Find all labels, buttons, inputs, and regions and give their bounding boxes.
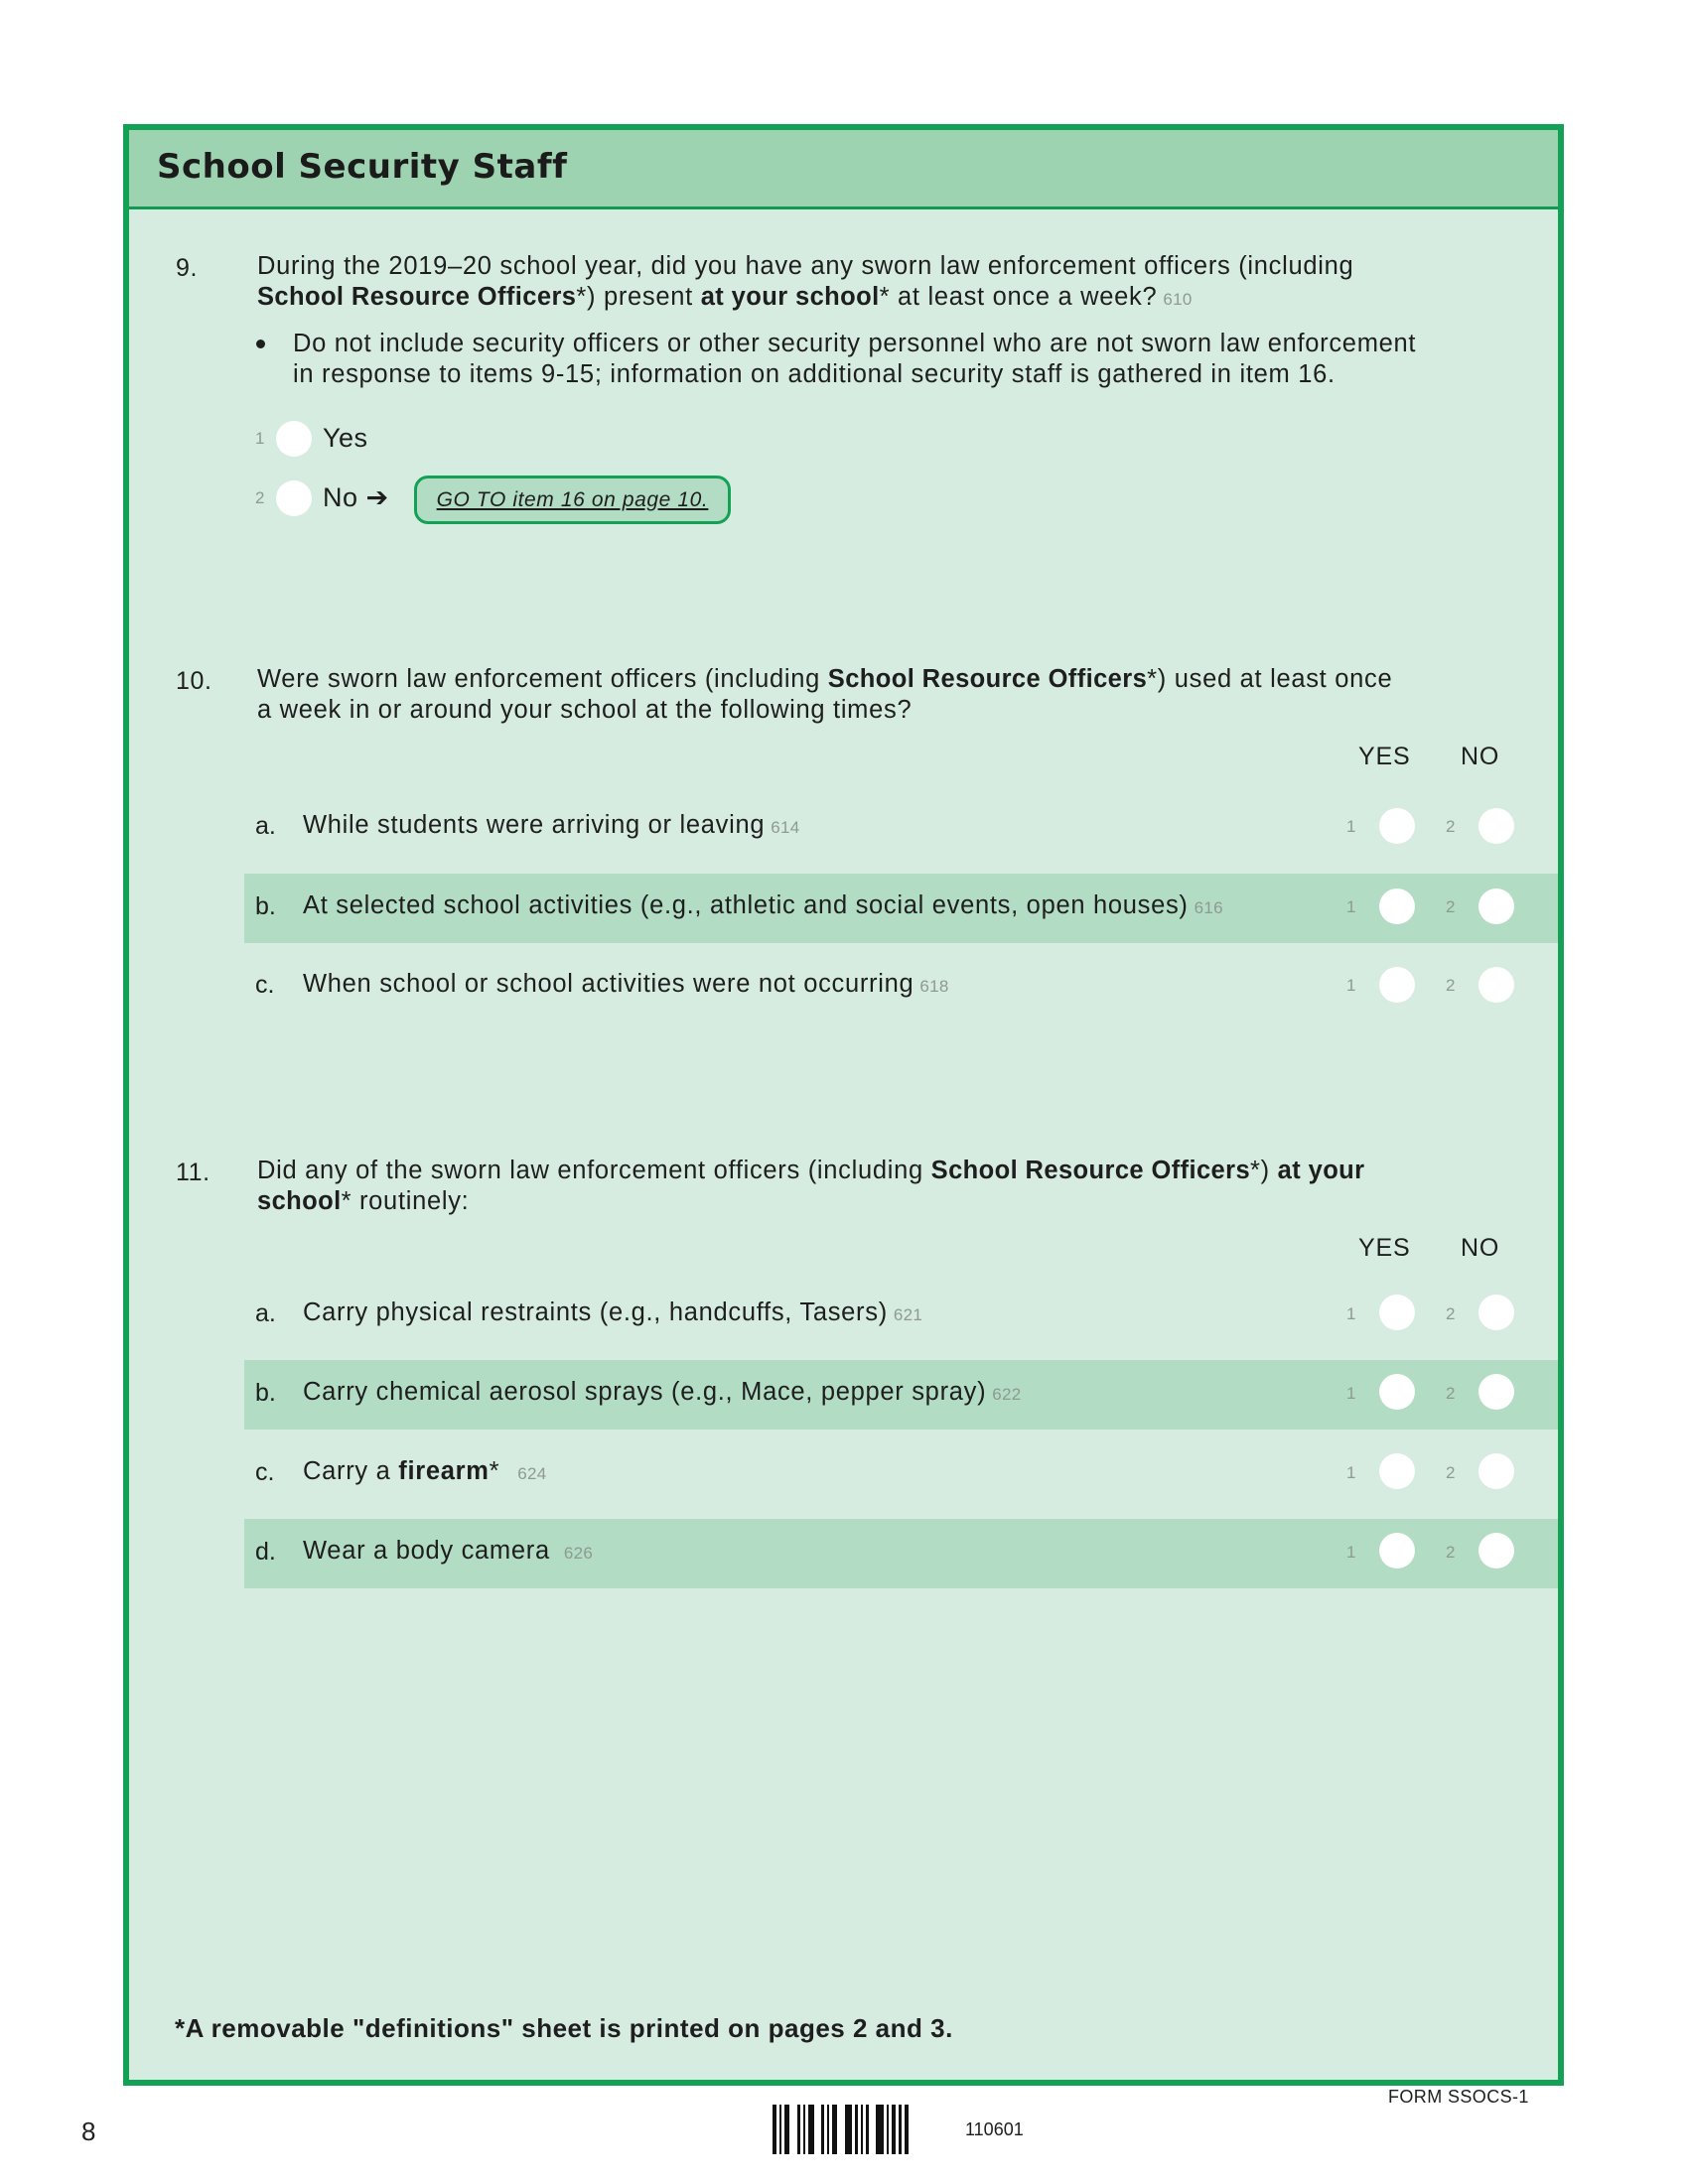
q10-b-yes-number: 1 — [1346, 897, 1356, 916]
q10-b-label: At selected school activities (e.g., athletic and social events, open houses) — [303, 891, 1189, 919]
q9-option-no-label: No ➔ — [323, 482, 389, 512]
q11-d-radio-no[interactable] — [1478, 1533, 1514, 1569]
q10-b-letter: b. — [255, 892, 276, 920]
q11-a-text — [303, 1298, 922, 1327]
q11-row-c — [0, 1446, 1688, 1496]
form-id: FORM SSOCS-1 — [1388, 2087, 1529, 2107]
q10-b-radio-yes[interactable] — [1379, 888, 1415, 924]
q11-term-school: school — [257, 1187, 342, 1215]
q11-b-letter: b. — [255, 1379, 276, 1407]
q11-c-yes-number: 1 — [1346, 1463, 1356, 1482]
q10-row-b — [0, 881, 1688, 930]
goto-instruction-box — [414, 476, 731, 524]
q11-line2 — [257, 1186, 1364, 1217]
q9-line2-text: *) present — [576, 283, 701, 311]
q11-b-yes-number: 1 — [1346, 1384, 1356, 1403]
q11-c-no-number: 2 — [1446, 1463, 1456, 1482]
barcode-number: 110601 — [965, 2119, 1024, 2139]
q10-c-yes-number: 1 — [1346, 976, 1356, 995]
definitions-footnote: *A removable "definitions" sheet is printed on pages 2 and 3. — [175, 2013, 953, 2043]
q11-col-yes: YES — [1358, 1234, 1411, 1262]
q11-a-letter: a. — [255, 1299, 276, 1327]
q10-line1-end: *) used at least once — [1147, 665, 1393, 693]
q11-a-code: 621 — [893, 1305, 923, 1324]
q11-row-d — [0, 1526, 1688, 1575]
goto-instruction-text: GO TO item 16 on page 10. — [436, 487, 709, 511]
q11-line1-text: Did any of the sworn law enforcement officers (including — [257, 1157, 931, 1184]
q11-term-sro: School Resource Officers — [930, 1157, 1251, 1184]
q11-number: 11. — [176, 1159, 211, 1186]
q11-b-radio-yes[interactable] — [1379, 1374, 1415, 1410]
q9-instruction-line1: Do not include security officers or other security personnel who are not sworn law enforcement — [293, 330, 1417, 357]
q11-row-a — [0, 1288, 1688, 1337]
q11-col-no: NO — [1461, 1234, 1500, 1262]
q9-term-at-your-school: at your school — [700, 283, 880, 311]
q9-option-yes-number: 1 — [255, 429, 265, 448]
q10-line1 — [257, 664, 1392, 695]
q10-b-code: 616 — [1194, 898, 1223, 917]
q9-radio-no[interactable] — [276, 480, 312, 516]
q10-b-text — [303, 891, 1223, 920]
q11-b-text — [303, 1378, 1022, 1407]
q10-col-no: NO — [1461, 743, 1500, 770]
q10-text — [257, 664, 1392, 726]
q10-c-no-number: 2 — [1446, 976, 1456, 995]
q11-c-letter: c. — [255, 1458, 275, 1486]
q10-row-c — [0, 959, 1688, 1009]
q9-item-code: 610 — [1163, 290, 1193, 309]
q11-c-asterisk: * — [489, 1457, 500, 1485]
q10-c-letter: c. — [255, 971, 275, 999]
q11-c-radio-no[interactable] — [1478, 1453, 1514, 1489]
q11-a-yes-number: 1 — [1346, 1304, 1356, 1323]
q11-line1 — [257, 1156, 1364, 1186]
q11-row-b — [0, 1367, 1688, 1417]
q11-b-label: Carry chemical aerosol sprays (e.g., Mace, pepper spray) — [303, 1378, 987, 1406]
q10-line1-text: Were sworn law enforcement officers (including — [257, 665, 828, 693]
q9-line1: During the 2019–20 school year, did you have any sworn law enforcement officers (including — [257, 252, 1354, 280]
q11-d-letter: d. — [255, 1538, 276, 1566]
q11-line1-mid: *) — [1250, 1157, 1278, 1184]
q11-c-code: 624 — [517, 1464, 547, 1483]
q10-a-code: 614 — [771, 818, 800, 837]
q10-a-radio-no[interactable] — [1478, 808, 1514, 844]
bullet-icon — [256, 340, 265, 348]
section-title: School Security Staff — [157, 147, 568, 187]
q10-col-yes: YES — [1358, 743, 1411, 770]
q9-text — [257, 251, 1353, 315]
q10-term-sro: School Resource Officers — [827, 665, 1148, 693]
q9-line2-end: * at least once a week? — [879, 283, 1158, 311]
q11-d-no-number: 2 — [1446, 1543, 1456, 1562]
q10-c-code: 618 — [919, 977, 949, 996]
q9-instruction — [293, 329, 1416, 390]
q10-a-radio-yes[interactable] — [1379, 808, 1415, 844]
q11-b-no-number: 2 — [1446, 1384, 1456, 1403]
q10-c-radio-yes[interactable] — [1379, 967, 1415, 1003]
q11-line2-end: * routinely: — [341, 1187, 470, 1215]
form-section-frame — [123, 124, 1564, 2086]
q9-number: 9. — [176, 254, 199, 282]
q10-a-label: While students were arriving or leaving — [303, 811, 766, 839]
q9-option-yes-label: Yes — [323, 423, 368, 453]
q11-a-radio-yes[interactable] — [1379, 1295, 1415, 1330]
q10-c-text — [303, 970, 949, 999]
q11-a-label: Carry physical restraints (e.g., handcuffs, Tasers) — [303, 1298, 888, 1326]
q9-term-sro: School Resource Officers — [257, 283, 577, 311]
q11-c-radio-yes[interactable] — [1379, 1453, 1415, 1489]
q11-b-radio-no[interactable] — [1478, 1374, 1514, 1410]
q10-a-no-number: 2 — [1446, 817, 1456, 836]
q10-c-label: When school or school activities were not occurring — [303, 970, 914, 998]
q9-instruction-line2: in response to items 9-15; information on additional security staff is gathered in item 16. — [293, 360, 1336, 388]
q10-number: 10. — [176, 667, 212, 695]
q11-d-yes-number: 1 — [1346, 1543, 1356, 1562]
q11-b-code: 622 — [992, 1385, 1022, 1404]
q11-c-text — [303, 1457, 547, 1486]
q10-a-yes-number: 1 — [1346, 817, 1356, 836]
q11-d-radio-yes[interactable] — [1379, 1533, 1415, 1569]
page-number: 8 — [81, 2116, 96, 2146]
q11-d-label: Wear a body camera — [303, 1537, 550, 1565]
q11-text — [257, 1156, 1364, 1217]
q10-b-no-number: 2 — [1446, 897, 1456, 916]
q11-term-firearm: firearm — [398, 1457, 490, 1485]
q10-row-a — [0, 800, 1688, 850]
q10-c-radio-no[interactable] — [1478, 967, 1514, 1003]
q11-d-code: 626 — [563, 1544, 594, 1563]
q10-line2: a week in or around your school at the following times? — [257, 696, 913, 724]
q10-a-letter: a. — [255, 812, 276, 840]
q11-term-at-your: at your — [1277, 1157, 1365, 1184]
q11-a-no-number: 2 — [1446, 1304, 1456, 1323]
barcode — [773, 2105, 951, 2154]
q11-d-text — [303, 1537, 593, 1566]
q11-a-radio-no[interactable] — [1478, 1295, 1514, 1330]
q9-option-no-number: 2 — [255, 488, 265, 507]
q11-c-label: Carry a — [303, 1457, 399, 1485]
q9-radio-yes[interactable] — [276, 421, 312, 457]
q9-line2 — [257, 282, 1353, 315]
q10-a-text — [303, 811, 800, 840]
q10-b-radio-no[interactable] — [1478, 888, 1514, 924]
